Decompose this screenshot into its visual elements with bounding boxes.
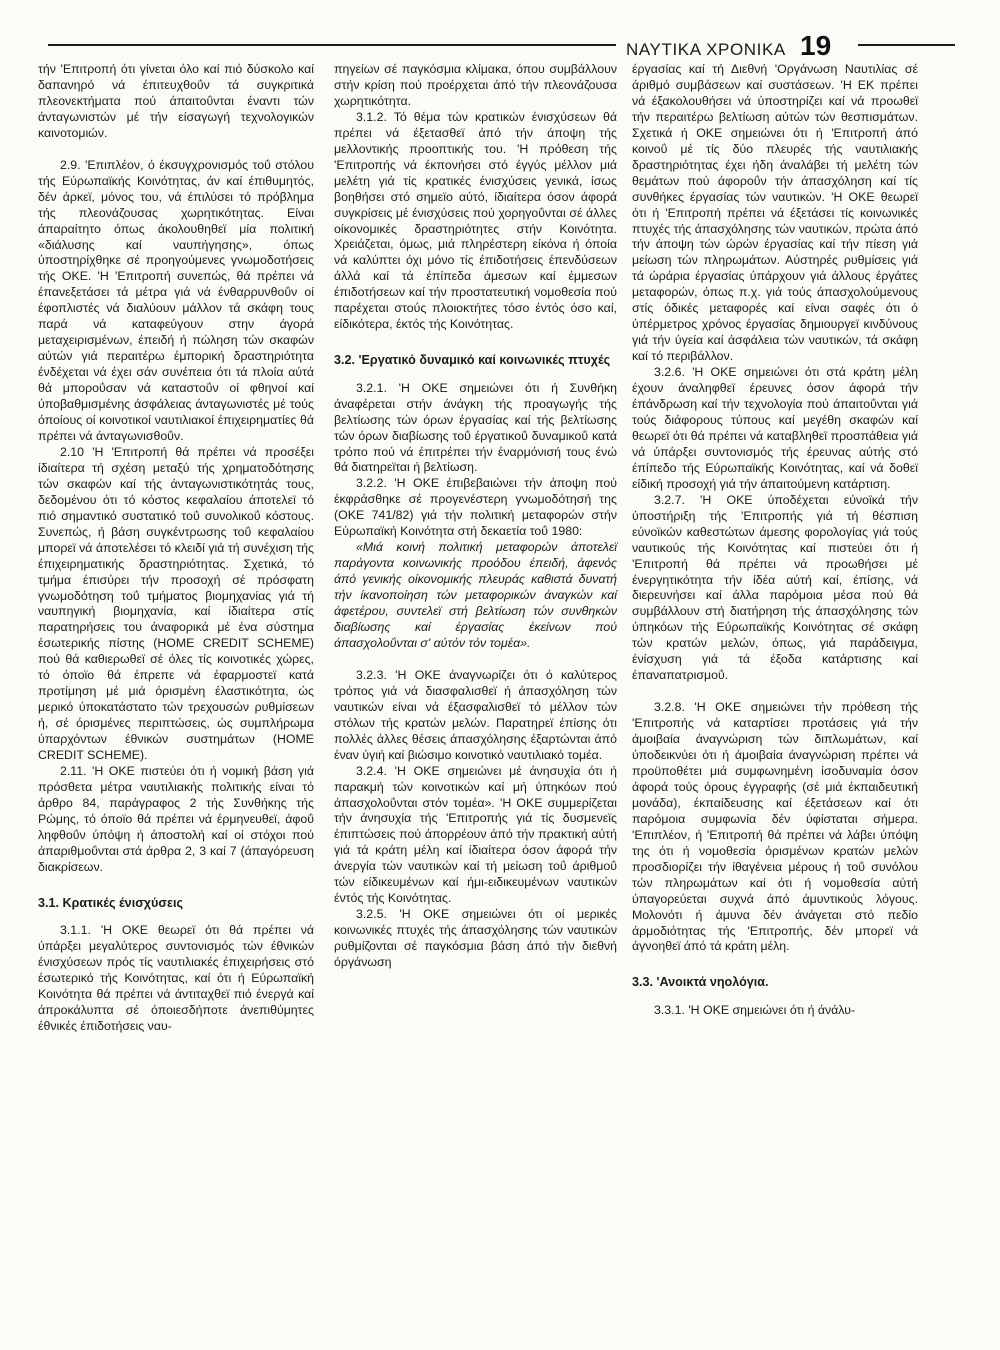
paragraph: έργασίας καί τή Διεθνή 'Οργάνωση Ναυτιλίας σέ άριθμό συμβάσεων καί συστάσεων. 'Η ΕΚ πρέπει νά έξακολουθήσει νά ύποστηρίζει καί νά προωθεϊ τήν περαιτέρω βελτίωση αύτών τών θεσπισμάτων. Σχετικά ή ΟΚΕ σημειώνει ότι ή 'Επιτροπή άπό κοινοΰ μέ τίς δύο πλευρές τής ναυτιλιακής δραστηριότητας έχει ήδη άναλάβει τή μελέτη τών θεμάτων πού άφοροΰν τήν άπασχόληση καί τίς συνθήκες έργασίας τών ναυτικών. 'Η ΟΚΕ θεωρεϊ ότι ή 'Επιτροπή πρέπει νά έξετάσει τίς κοινωνικές πτυχές τής άπασχόλησης τών ναυτικών, πρώτα άπό τήν άποψη τών ώρών έργασίας καί τήν πίεση γιά μείωση τών πληρωμάτων. Αύστηρές ρυθμίσεις γιά τά ώράρια έργασίας ύπάρχουν γιά άλλους έργάτες μεταφορών, όπως π.χ. γιά τούς άπασχολούμενους στίς όδικές μεταφορές καί είναι σαφές ότι ό ύπέρμετρος χρόνος έργασίας δημιουργεϊ κινδύνους γιά τήν ύγεία καί άσφάλεια τών ναυτικών, τά σκάφη καί τό περιβάλλον. [632,62,918,364]
paragraph: πηγείων σέ παγκόσμια κλίμακα, όπου συμβάλλουν στήν κρίση πού προέρχεται άπό τήν πλεονάζουσα χωρητικότητα. [334,62,617,108]
text-column-1 [38,62,314,1035]
header-rule-right [858,44,955,46]
paragraph: 3.1.1. 'Η ΟΚΕ θεωρεϊ ότι θά πρέπει νά ύπάρξει μεγαλύτερος συντονισμός τών έθνικών ένισχύσεων πρός τίς ναυτιλιακές έπιχειρήσεις στό έσωτερικό τής Κοινότητας, καί ότι ή Εύρωπαϊκή Κοινότητα θά πρέπει νά άντιταχθεϊ πιό ένεργά καί άπροκάλυπτα σέ όποιεσδήποτε άνεπιθύμητες έθνικές έπιδοτήσεις ναυ- [38,923,314,1033]
paragraph: 3.2.6. 'Η ΟΚΕ σημειώνει ότι στά κράτη μέλη έχουν άναληφθεϊ έρευνες όσον άφορά τήν έπάνδρωση καί τήν τεχνολογία πού άπαιτοΰνται γιά τούς διάφορους τύπους καί μεγέθη σκαφών καί θεωρεϊ ότι θά πρέπει νά καταβληθεϊ προσπάθεια γιά νά ύπάρξει συντονισμός τής έρευνας αύτής στό έπίπεδο τής Εύρωπαϊκής Κοινότητας, καί νά δοθεϊ είδική προσοχή γιά τήν άπαιτούμενη κατάρτιση. [632,365,918,491]
paragraph: 3.2.3. 'Η ΟΚΕ άναγνωρίζει ότι ό καλύτερος τρόπος γιά νά διασφαλισθεϊ ή άπασχόληση τών ναυτικών είναι νά έξασφαλισθεϊ τό μέλλον τών στόλων τής κρατών μελών. Παρατηρεϊ έπίσης ότι πολλές άλλες θέσεις άπασχόλησης έξαρτώνται άπό έναν ύγιή καί βιώσιμο κοινοτικό ναυτιλιακό τομέα. [334,667,617,762]
paragraph: 3.2.1. 'Η ΟΚΕ σημειώνει ότι ή Συνθήκη άναφέρεται στήν άνάγκη τής προαγωγής τής βελτίωσης τών όρων έργασίας καί τής βελτίωσης τών όρων διαβίωσης τοΰ έργατικοΰ δυναμικοΰ κατά τρόπο πού νά έπιτρέπει τήν έναρμόνισή τους ένώ θά διατηρεϊται ή βελτίωση. [334,380,617,475]
paragraph: 3.2.2. 'Η ΟΚΕ έπιβεβαιώνει τήν άποψη πού έκφράσθηκε σέ προγενέστερη γνωμοδότησή της (ΟΚΕ 741/82) γιά τήν πολιτική μεταφορών στήν Εύρωπαϊκή Κοινότητα στή δεκαετία τοΰ 1980: [334,476,617,539]
paragraph: 3.1.2. Τό θέμα τών κρατικών ένισχύσεων θά πρέπει νά έξετασθεϊ άπό τήν άποψη τής μελλοντικής προοπτικής του. 'Η πρόθεση τής 'Επιτροπής νά έκπονήσει στό έγγύς μέλλον μιά μελέτη γιά τίς κρατικές ένισχύσεις γενικά, ίσως βοηθήσει στό σημεϊο αύτό, ίδιαίτερα όσον άφορά συγκρίσεις μέ ένισχύσεις πού χορηγοΰνται σέ άλλες οίκονομικές δραστηριότητες στήν Κοινότητα. Χρειάζεται, όμως, μιά πληρέστερη είκόνα ή όποία νά καλύπτει όχι μόνο τίς έπιδοτήσεις έπενδύσεων άλλά καί τά έπίπεδα άμεσων καί έμμεσων έπιδοτήσεων καί τήν προστατευτική νομοθεσία πού παρέχεται στούς πλοιοκτήτες τόσο έντός όσο καί, είδικότερα, έκτός τής Κοινότητας. [334,109,617,332]
header-rule-left [48,44,616,46]
quote-paragraph: «Μιά κοινή πολιτική μεταφορών άποτελεϊ παράγοντα κοινωνικής προόδου έπειδή, άφενός άπό γενικής οίκονομικής πλευράς καθιστά δυνατή τήν ίκανοποίηση τών μεταφορικών άναγκών καί άφετέρου, συντελεϊ στή βελτίωση τών συνθηκών διαβίωσης καί έργασίας έκείνων πού άπασχολοΰνται σ' αύτόν τόν τομέα». [334,540,617,650]
paragraph: 3.2.4. 'Η ΟΚΕ σημειώνει μέ άνησυχία ότι ή παρακμή τών κοινοτικών καί μή ύπηκόων πού άπασχολοΰνται στόν τομέα». 'Η ΟΚΕ συμμερίζεται τήν άνησυχία τής 'Επιτροπής γιά τίς δυσμενεϊς έπιπτώσεις πού άπορρέουν άπό τήν πρακτική αύτή γιά τά κράτη μέλη καί ίδιαίτερα όσον άφορά τήν άνεργία τών ναυτικών καί τή μείωση τοΰ άριθμοΰ τών είδικευμένων καί ήμι-ειδικευμένων ναυτικών έντός τής Κοινότητας. [334,763,617,906]
section-heading: 3.2. 'Εργατικό δυναμικό καί κοινωνικές πτυχές [334,353,611,368]
paragraph: 2.9. 'Επιπλέον, ό έκσυγχρονισμός τοΰ στόλου τής Εύρωπαϊκής Κοινότητας, άν καί έπιθυμητός, δέν άρκεϊ, μόνος του, νά έπιλύσει τό πρόβλημα τής πλεονάζουσας χωρητικότητας. Είναι άπαραίτητο όπως άκολουθηθεϊ μία πολιτική «διάλυσης καί ναυπήγησης», όπως ύποστηρίχθηκε σέ προηγούμενες γνωμοδοτήσεις τής ΟΚΕ. 'Η 'Επιτροπή συνεπώς, θά πρέπει νά έπανεξετάσει τά μέτρα γιά νά ένθαρρυνθοΰν οί έφοπλιστές νά διαλύουν μάλλον τά σκάφη τους παρά νά καταφεύγουν στην άγορά μεταχειρισμένων, έπειδή ή πώληση τών σκαφών αύτών γιά περαιτέρω έμπορική δραστηριότητα ένδέχεται νά έχει σάν συνέπεια ότι τά πλοία αύτά θά μποροΰσαν νά καταστοΰν οί φθηνοί καί ύποβαθμισμένης άσφάλειας άνταγωνιστές μέ τούς όποίους οί κοινοτικοί ναυτιλιακοί έπιχειρηματίες θά πρέπει νά άνταγωνισθοΰν. [38,157,314,443]
page-number: 19 [800,30,832,61]
paragraph: 3.2.5. 'Η ΟΚΕ σημειώνει ότι οί μερικές κοινωνικές πτυχές τής άπασχόλησης τών ναυτικών ρυθμίζονται σέ παγκόσμια βάση άπό τήν διεθνή όργάνωση [334,907,617,970]
section-heading: 3.1. Κρατικές ένισχύσεις [38,895,184,910]
paragraph: τήν 'Επιτροπή ότι γίνεται όλο καί πιό δύσκολο καί δαπανηρό νά έπιτευχθοΰν τά συγκριτικά πλεονεκτήματα πού άπαιτοΰνται έναντι τών άνταγωνιστών μέ τήν είσαγωγή τεχνολογικών καινοτομιών. [38,62,314,140]
magazine-title: ΝΑΥΤΙΚΑ ΧΡΟΝΙΚΑ [626,40,786,59]
text-column-2 [334,62,617,971]
text-column-3 [632,62,918,1019]
paragraph: 2.10 'Η 'Επιτροπή θά πρέπει νά προσέξει ίδιαίτερα τή σχέση μεταξύ τής χρηματοδότησης τών σκαφών καί τής άνταγωνιστικότητάς τους, δεδομένου ότι τό κόστος κεφαλαίου άποτελεϊ τό πιό σημαντικό συστατικό τοΰ συνολικοΰ κόστους. Συνεπώς, ή βάση συγκέντρωσης τοΰ κεφαλαίου μπορεϊ νά άποτελέσει τό κλειδί γιά τή συνέχιση τής έπιχειρηματικής δραστηριότητας. Σχετικά, τό τμήμα έπισύρει τήν προσοχή σέ πρόσφατη γνωμοδότηση τοΰ τμήματος βιομηχανίας γιά τή ναυπηγική βιομηχανία, καί ίδιαίτερα στίς παρατηρήσεις του άναφορικά μέ ένα σύστημα έσωτερικής πίστης (HOME CREDIT SCHEME) πού θά καθιερωθεϊ σέ όλες τίς κοινοτικές χώρες, τό όποϊο θά έπρεπε νά έφαρμοστεϊ κατά προτίμηση μέ μιά όρισμένη έλαστικότητα, ώς μερικό ύποκατάστατο τών τρεχουσών ρυθμίσεων ή, σέ όρισμένες περιπτώσεις, ώς συμπλήρωμα ύπαρχόντων έθνικών συστημάτων (HOME CREDIT SCHEME). [38,444,314,763]
paragraph: 3.2.7. 'Η ΟΚΕ ύποδέχεται εύνοϊκά τήν ύποστήριξη τής 'Επιτροπής γιά τή θέσπιση εύνοϊκών καθεστώτων άμεσης φορολογίας γιά τούς ναυτικούς τής Κοινότητας καί πιστεύει ότι ή 'Επιτροπή θά πρέπει νά προωθήσει μέ ένεργητικότητα τήν ίδέα αύτή καί, έπίσης, νά διερευνήσει καί άλλα παρόμοια μέσα πού θά συμβάλλουν στή διατήρηση τής άπασχόλησης τών ύπηκόων τής Εύρωπαϊκής Κοινότητας σέ σκάφη τών κρατών μελών, όπως, γιά παράδειγμα, ένίσχυση γιά τά έξοδα κατάρτισης καί έπαναπατρισμοΰ. [632,492,918,683]
paragraph: 2.11. 'Η ΟΚΕ πιστεύει ότι ή νομική βάση γιά πρόσθετα μέτρα ναυτιλιακής πολιτικής είναι τό άρθρο 84, παράγραφος 2 τής Συνθήκης τής Ρώμης, τό όποϊο θά πρέπει νά έρμηνευθεϊ, άφοΰ ληφθοΰν ύπόψη ή άποστολή καί οί στόχοι πού άπαριθμοΰνται στά άρθρα 2, 3 καί 7 (άπαγόρευση διακρίσεων. [38,763,314,874]
page-header [0,0,1000,70]
paragraph: 3.2.8. 'Η ΟΚΕ σημειώνει τήν πρόθεση τής 'Επιτροπής νά καταρτίσει προτάσεις γιά τήν άμοιβαία άναγνώριση τών διπλωμάτων, καί ύποδεικνύει ότι ή άμοιβαία άναγνώριση πρέπει νά προϋποθέτει μιά συμφωνημένη ίσοδυναμία όσον άφορά τούς όρους έγγραφής (σέ μιά έκπαιδευτική μονάδα), έκπαίδευσης καί έξετάσεων καί ότι παρόμοια συμφωνία δέν ύφίσταται σήμερα. 'Επιπλέον, ή 'Επιτροπή θά πρέπει νά λάβει ύπόψη της ότι ή νομοθεσία όρισμένων κρατών μελών προσδιορίζει τήν ίθαγένεια μέρους ή τοΰ συνόλου τών πληρωμάτων καί ότι ή νομοθεσία αύτή ύπαγορεύεται συχνά άπό άμυντικούς λόγους. Μολονότι ή άμυνα δέν άνάγεται στό πεδίο άρμοδιότητας τής 'Επιτροπής, δέν μπορεϊ νά άγνοηθεϊ άπό τά κράτη μέλη. [632,700,918,954]
section-heading: 3.3. 'Ανοικτά νηολόγια. [632,975,769,990]
paragraph: 3.3.1. 'Η ΟΚΕ σημειώνει ότι ή άνάλυ- [654,1002,856,1017]
